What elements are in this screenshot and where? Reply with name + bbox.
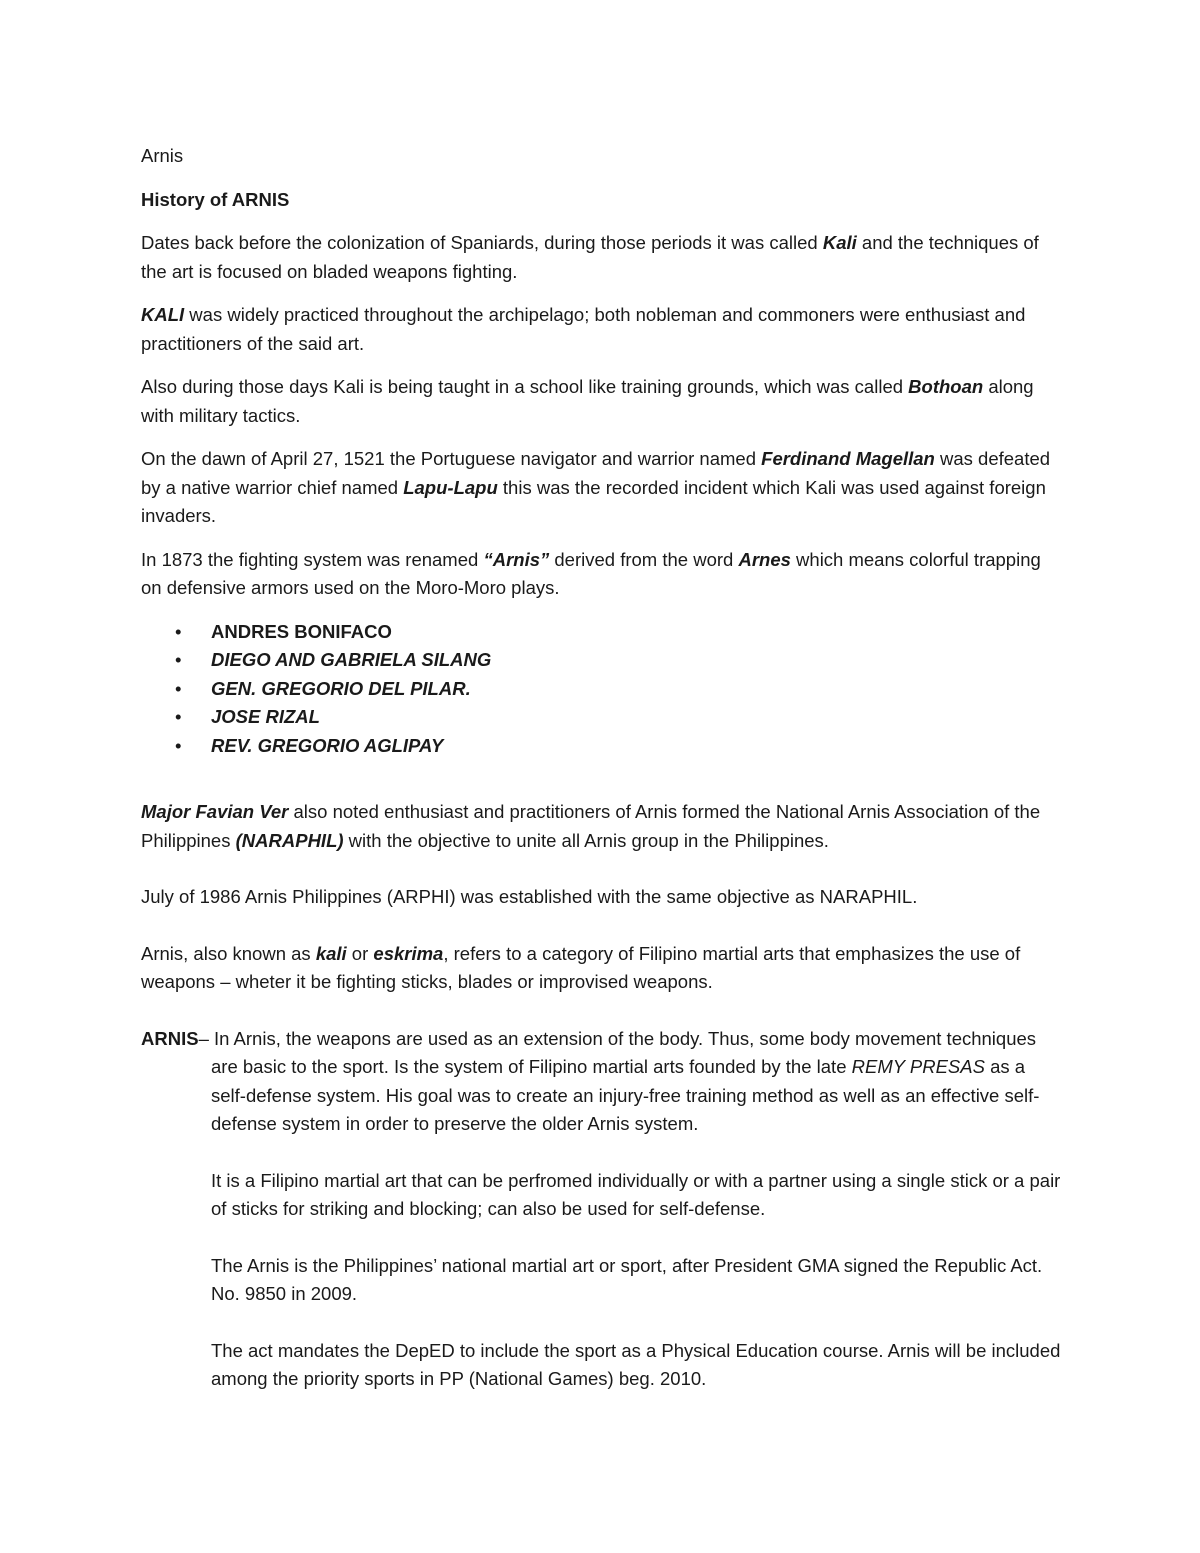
text-run: as a self-defense system. His goal was to create an injury-free training method as well as an effective self-defense system in order to preserve the older Arnis system. [211,1056,1040,1134]
document-page [141,142,1061,1422]
term-arnis: “Arnis” [483,548,550,570]
list-item-text: ANDRES BONIFACO [211,620,392,642]
section-heading: History of ARNIS [141,188,290,210]
text-run: and the techniques of the art is focused on bladed weapons fighting. [141,232,1039,282]
bullet: • [175,649,182,670]
text-run: which means colorful trapping on defensive armors used on the Moro-Moro plays. [141,548,1041,598]
bullet: • [175,706,182,727]
list-item [141,703,1061,732]
name-lapu-lapu: Lapu-Lapu [403,476,498,498]
name-remy-presas: REMY PRESAS [851,1056,985,1077]
term-naraphil: (NARAPHIL) [235,829,344,851]
paragraph-arnis-definition [141,940,1061,997]
paragraph-bothoan [141,373,1061,430]
text-run: this was the recorded incident which Kali was used against foreign invaders. [141,476,1046,526]
paragraph-renamed-arnis [141,546,1061,603]
definition-paragraph: The Arnis is the Philippines’ national martial art or sport, after President GMA signed the Republic Act. No. 9850 in 2009. [211,1254,1043,1304]
text-run: In 1873 the fighting system was renamed [141,548,484,570]
definition-term: ARNIS [141,1027,199,1049]
definition-paragraph [141,1025,1061,1139]
text-run: Arnis, also known as [141,942,316,964]
term-eskrima: eskrima [373,942,444,964]
term-kali-caps: KALI [141,304,185,325]
list-item-text: REV. GREGORIO AGLIPAY [211,734,444,756]
bullet: • [175,734,182,756]
paragraph-magellan [141,445,1061,531]
paragraph-kali-origin [141,229,1061,286]
name-magellan: Ferdinand Magellan [761,448,935,469]
text-run: also noted enthusiast and practitioners of Arnis formed the National Arnis Association of the Philippines [141,801,1041,851]
historical-figures-list [141,618,1061,761]
paragraph-naraphil [141,798,1061,855]
text-run: with the objective to unite all Arnis group in the Philippines. [343,829,829,851]
document-title: Arnis [141,145,184,166]
text-run: or [346,942,374,964]
text-run: Dates back before the colonization of Spaniards, during those periods it was called [141,232,823,253]
list-item-text: DIEGO AND GABRIELA SILANG [211,649,492,670]
list-item [141,732,1061,761]
definition-paragraph: The act mandates the DepED to include the sport as a Physical Education course. Arnis will be included among the priority sports in PP (National Games) beg. 2010. [211,1339,1061,1389]
bullet: • [175,677,182,699]
list-item [141,618,1061,647]
bullet: • [175,620,182,642]
term-kali: kali [315,942,347,964]
definition-paragraph: It is a Filipino martial art that can be perfromed individually or with a partner using a single stick or a pair of sticks for striking and blocking; can also be used for self-defense. [211,1169,1061,1219]
term-kali: Kali [822,232,857,253]
text-run: was widely practiced throughout the archipelago; both nobleman and commoners were enthusiast and practitioners of the said art. [141,304,1026,354]
paragraph-kali-practice [141,301,1061,358]
text-run: derived from the word [549,548,739,570]
list-item [141,675,1061,704]
list-item [141,646,1061,675]
text-run: , refers to a category of Filipino martial arts that emphasizes the use of weapons – wheter it be fighting sticks, blades or improvised weapons. [141,942,1021,992]
term-bothoan: Bothoan [908,376,984,397]
text-run: On the dawn of April 27, 1521 the Portuguese navigator and warrior named [141,448,762,469]
text-run: Also during those days Kali is being taught in a school like training grounds, which was called [141,376,909,397]
term-arnes: Arnes [738,548,791,570]
name-favian-ver: Major Favian Ver [141,801,289,822]
text-run: was defeated by a native warrior chief named [141,448,1051,498]
paragraph-arphi: July of 1986 Arnis Philippines (ARPHI) was established with the same objective as NARAPHIL. [141,886,918,907]
arnis-definition-block [141,1025,1061,1394]
text-run: along with military tactics. [141,376,1034,426]
text-run: – In Arnis, the weapons are used as an extension of the body. Thus, some body movement techniques are basic to the sport. Is the system of Filipino martial arts founded by the late [198,1027,1037,1077]
list-item-text: GEN. GREGORIO DEL PILAR. [211,677,471,699]
list-item-text: JOSE RIZAL [211,706,320,727]
